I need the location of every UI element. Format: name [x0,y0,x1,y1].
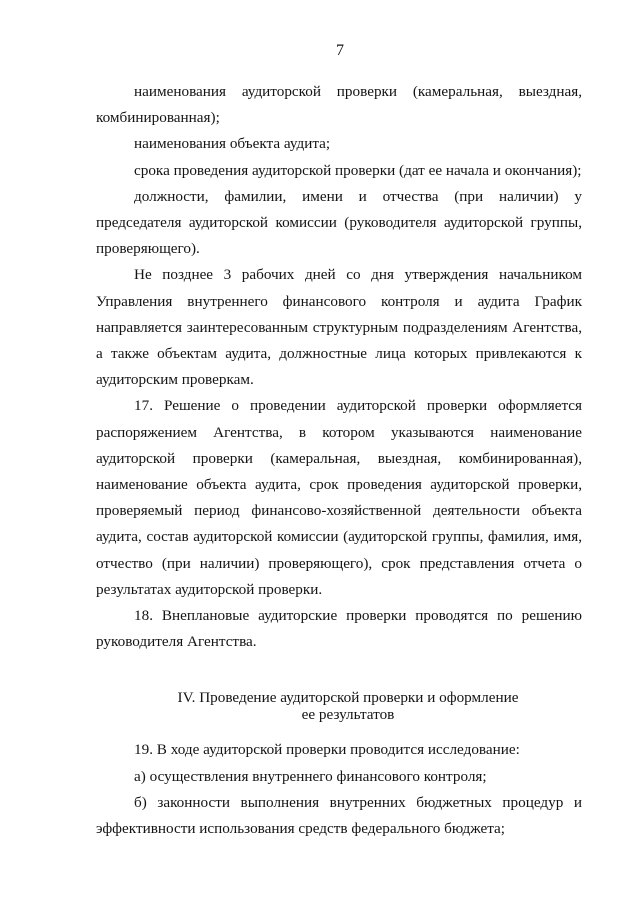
section-heading-line-2: ее результатов [301,706,395,724]
paragraph-19-a: а) осуществления внутреннего финансового контроля; [134,767,487,785]
paragraph-schedule-distribution: Не позднее 3 рабочих дней со дня утверждения начальником Управления внутреннего финансового контроля и аудита График направляется заинтересованным структурным подразделениям Агентства, а также объектам аудита, должностные лица которых привлекаются к аудиторским проверкам. [96,266,582,389]
paragraph-19: 19. В ходе аудиторской проверки проводится исследование: [134,741,520,759]
page-number: 7 [336,42,344,59]
section-heading-line-1: IV. Проведение аудиторской проверки и оформление [177,689,519,707]
section-heading [96,689,582,723]
paragraph-audit-name: наименования аудиторской проверки (камеральная, выездная, комбинированная); [96,83,582,127]
paragraph-17: 17. Решение о проведении аудиторской проверки оформляется распоряжением Агентства, в котором указываются наименование аудиторской проверки (камеральная, выездная, комбинированная), наименование объекта аудита, срок проведения аудиторской проверки, проверяемый период финансово-хозяйственной деятельности объекта аудита, состав аудиторской комиссии (аудиторской группы, фамилия, имя, отчество (при наличии) проверяющего), срок представления отчета о результатах аудиторской проверки. [96,397,582,598]
paragraph-audit-term: срока проведения аудиторской проверки (дат ее начала и окончания); [134,161,582,179]
paragraph-19-b: б) законности выполнения внутренних бюджетных процедур и эффективности использования средств федерального бюджета; [96,793,582,838]
paragraph-18: 18. Внеплановые аудиторские проверки проводятся по решению руководителя Агентства. [96,607,582,651]
paragraph-chairman: должности, фамилии, имени и отчества (при наличии) у председателя аудиторской комиссии (руководителя аудиторской группы, проверяющего). [96,187,582,258]
paragraph-audit-object: наименования объекта аудита; [134,135,331,153]
document-body [96,79,582,842]
